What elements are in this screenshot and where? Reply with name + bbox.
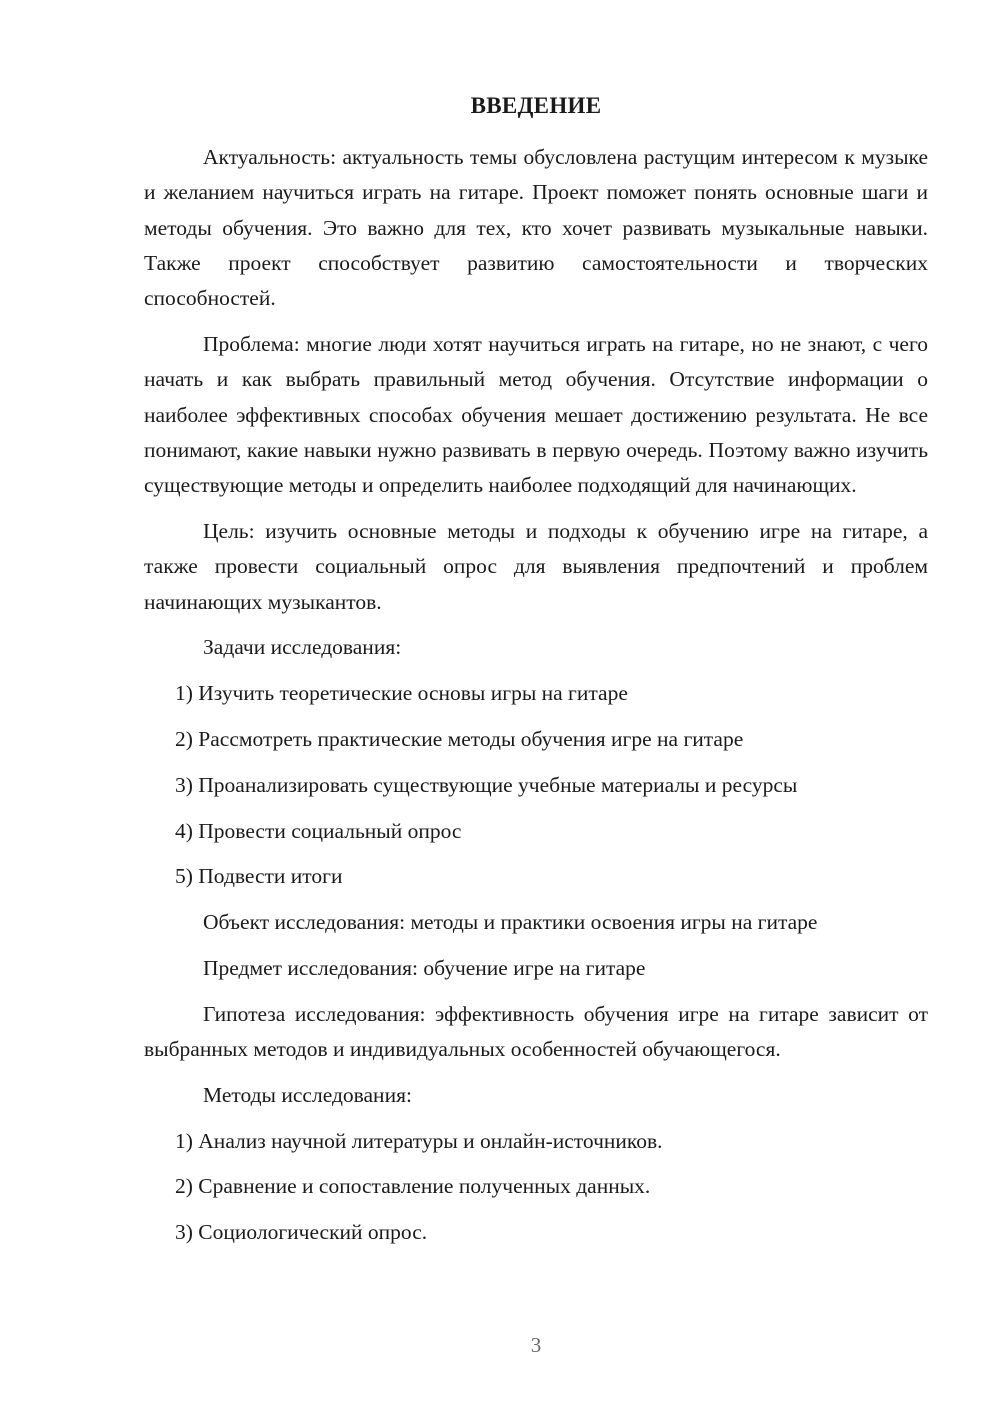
- document-body: [144, 140, 928, 1261]
- research-subject: Предмет исследования: обучение игре на гитаре: [203, 955, 646, 980]
- problem-paragraph: Проблема: многие люди хотят научиться играть на гитаре, но не знают, с чего начать и как выбрать правильный метод обучения. Отсутствие информации о наиболее эффективных способах обучения мешает достижению результата. Не все понимают, какие навыки нужно развивать в первую очередь. Поэтому важно изучить существующие методы и определить наиболее подходящий для начинающих.: [144, 331, 928, 498]
- method-item-2: 2) Сравнение и сопоставление полученных данных.: [175, 1174, 651, 1199]
- methods-heading: Методы исследования:: [203, 1082, 412, 1107]
- task-item-1: 1) Изучить теоретические основы игры на гитаре: [175, 681, 628, 706]
- tasks-heading: Задачи исследования:: [203, 635, 402, 660]
- relevance-paragraph: Актуальность: актуальность темы обусловлена растущим интересом к музыке и желанием научиться играть на гитаре. Проект поможет понять основные шаги и методы обучения. Это важно для тех, кто хочет развивать музыкальные навыки. Также проект способствует развитию самостоятельности и творческих способностей.: [144, 145, 928, 311]
- research-object: Объект исследования: методы и практики освоения игры на гитаре: [203, 910, 818, 935]
- hypothesis-paragraph: Гипотеза исследования: эффективность обучения игре на гитаре зависит от выбранных методов и индивидуальных особенностей обучающегося.: [144, 1001, 928, 1062]
- page-number: 3: [530, 1333, 542, 1357]
- method-item-1: 1) Анализ научной литературы и онлайн-источников.: [175, 1128, 663, 1153]
- task-item-3: 3) Проанализировать существующие учебные материалы и ресурсы: [175, 772, 798, 797]
- task-item-4: 4) Провести социальный опрос: [175, 818, 462, 843]
- task-item-2: 2) Рассмотреть практические методы обучения игре на гитаре: [175, 726, 744, 751]
- goal-paragraph: Цель: изучить основные методы и подходы к обучению игре на гитаре, а также провести социальный опрос для выявления предпочтений и проблем начинающих музыкантов.: [144, 518, 928, 614]
- page-title: ВВЕДЕНИЕ: [470, 93, 602, 118]
- method-item-3: 3) Социологический опрос.: [175, 1220, 428, 1245]
- task-item-5: 5) Подвести итоги: [175, 864, 343, 889]
